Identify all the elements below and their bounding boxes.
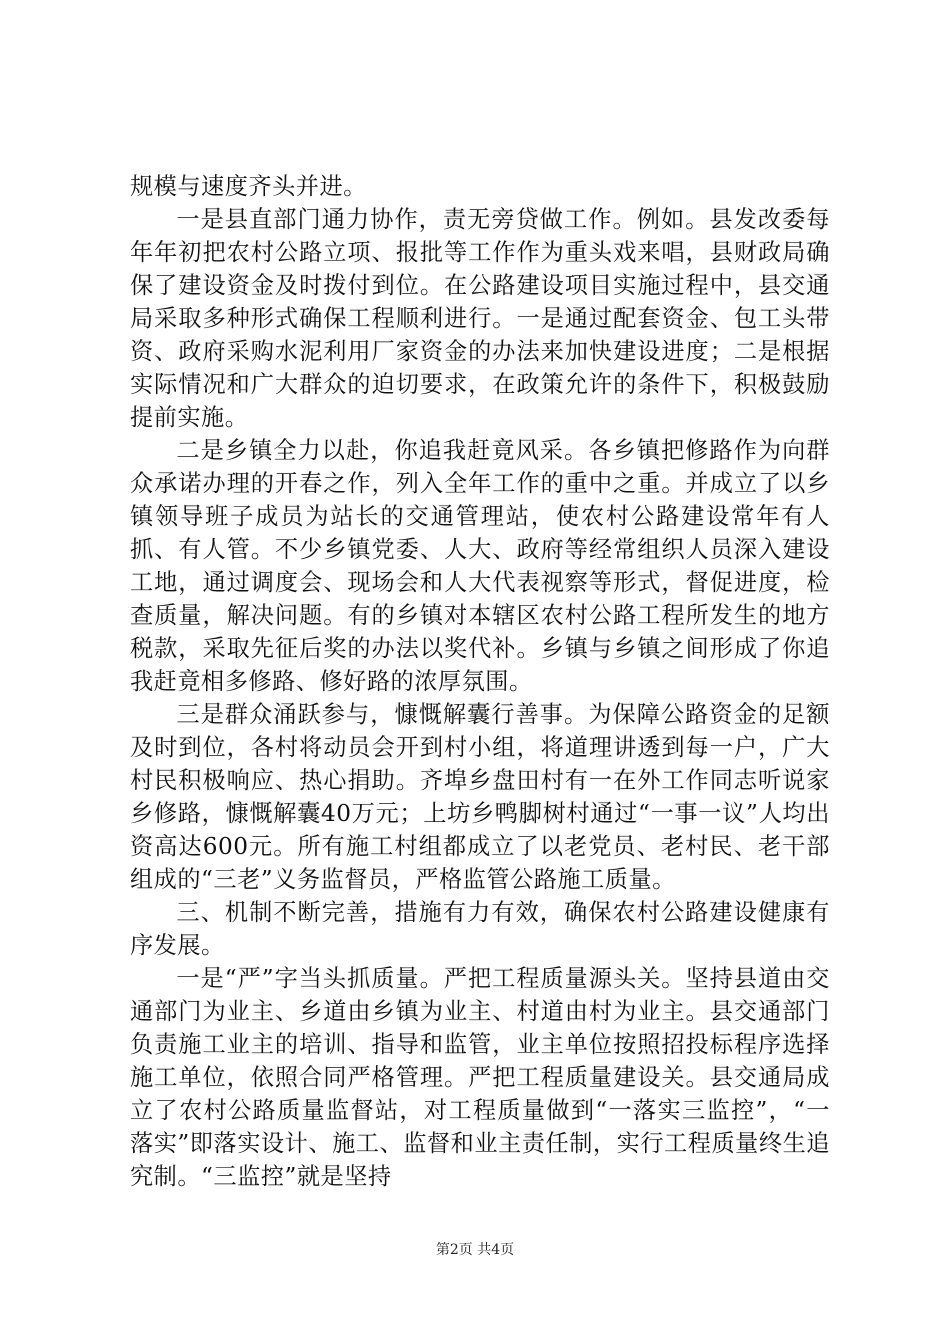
paragraph-public-participation: 三是群众涌跃参与，慷慨解囊行善事。为保障公路资金的足额及时到位，各村将动员会开到村小组，将道理讲透到每一户，广大村民积极响应、热心捐助。齐埠乡盘田村有一在外工作同志听说家乡修路，慷慨解囊40万元；上坊乡鸭脚树村通过“一事一议”人均出资高达600元。所有施工村组都成立了以老党员、老村民、老干部组成的“三老”义务监督员，严格监管公路施工质量。 — [130, 701, 830, 893]
paragraph-county-departments: 一是县直部门通力协作，责无旁贷做工作。例如。县发改委每年年初把农村公路立项、报批等工作作为重头戏来唱，县财政局确保了建设资金及时拨付到位。在公路建设项目实施过程中，县交通局采取多种形式确保工程顺利进行。一是通过配套资金、包工头带资、政府采购水泥利用厂家资金的办法来加快建设进度；二是根据实际情况和广大群众的迫切要求，在政策允许的条件下，积极鼓励提前实施。 — [130, 206, 830, 431]
paragraph-quality-control: 一是“严”字当头抓质量。严把工程质量源头关。坚持县道由交通部门为业主、乡道由乡镇为业主、村道由村为业主。县交通部门负责施工业主的培训、指导和监管，业主单位按照招投标程序选择施工单位，依照合同严格管理。严把工程质量建设关。县交通局成立了农村公路质量监督站，对工程质量做到“一落实三监控”，“一落实”即落实设计、施工、监督和业主责任制，实行工程质量终生追究制。“三监控”就是坚持 — [130, 965, 830, 1190]
page-number-footer: 第2页 共4页 — [435, 1242, 515, 1258]
paragraph-townships: 二是乡镇全力以赴，你追我赶竟风采。各乡镇把修路作为向群众承诺办理的开春之作，列入全年工作的重中之重。并成立了以乡镇领导班子成员为站长的交通管理站，使农村公路建设常年有人抓、有人管。不少乡镇党委、人大、政府等经常组织人员深入建设工地，通过调度会、现场会和人大代表视察等形式，督促进度，检查质量，解决问题。有的乡镇对本辖区农村公路工程所发生的地方税款，采取先征后奖的办法以奖代补。乡镇与乡镇之间形成了你追我赶竟相多修路、修好路的浓厚氛围。 — [130, 437, 830, 695]
document-body — [130, 170, 830, 1193]
paragraph-continuation: 规模与速度齐头并进。 — [130, 173, 367, 200]
section-heading-mechanism: 三、机制不断完善，措施有力有效，确保农村公路建设健康有序发展。 — [130, 899, 830, 959]
